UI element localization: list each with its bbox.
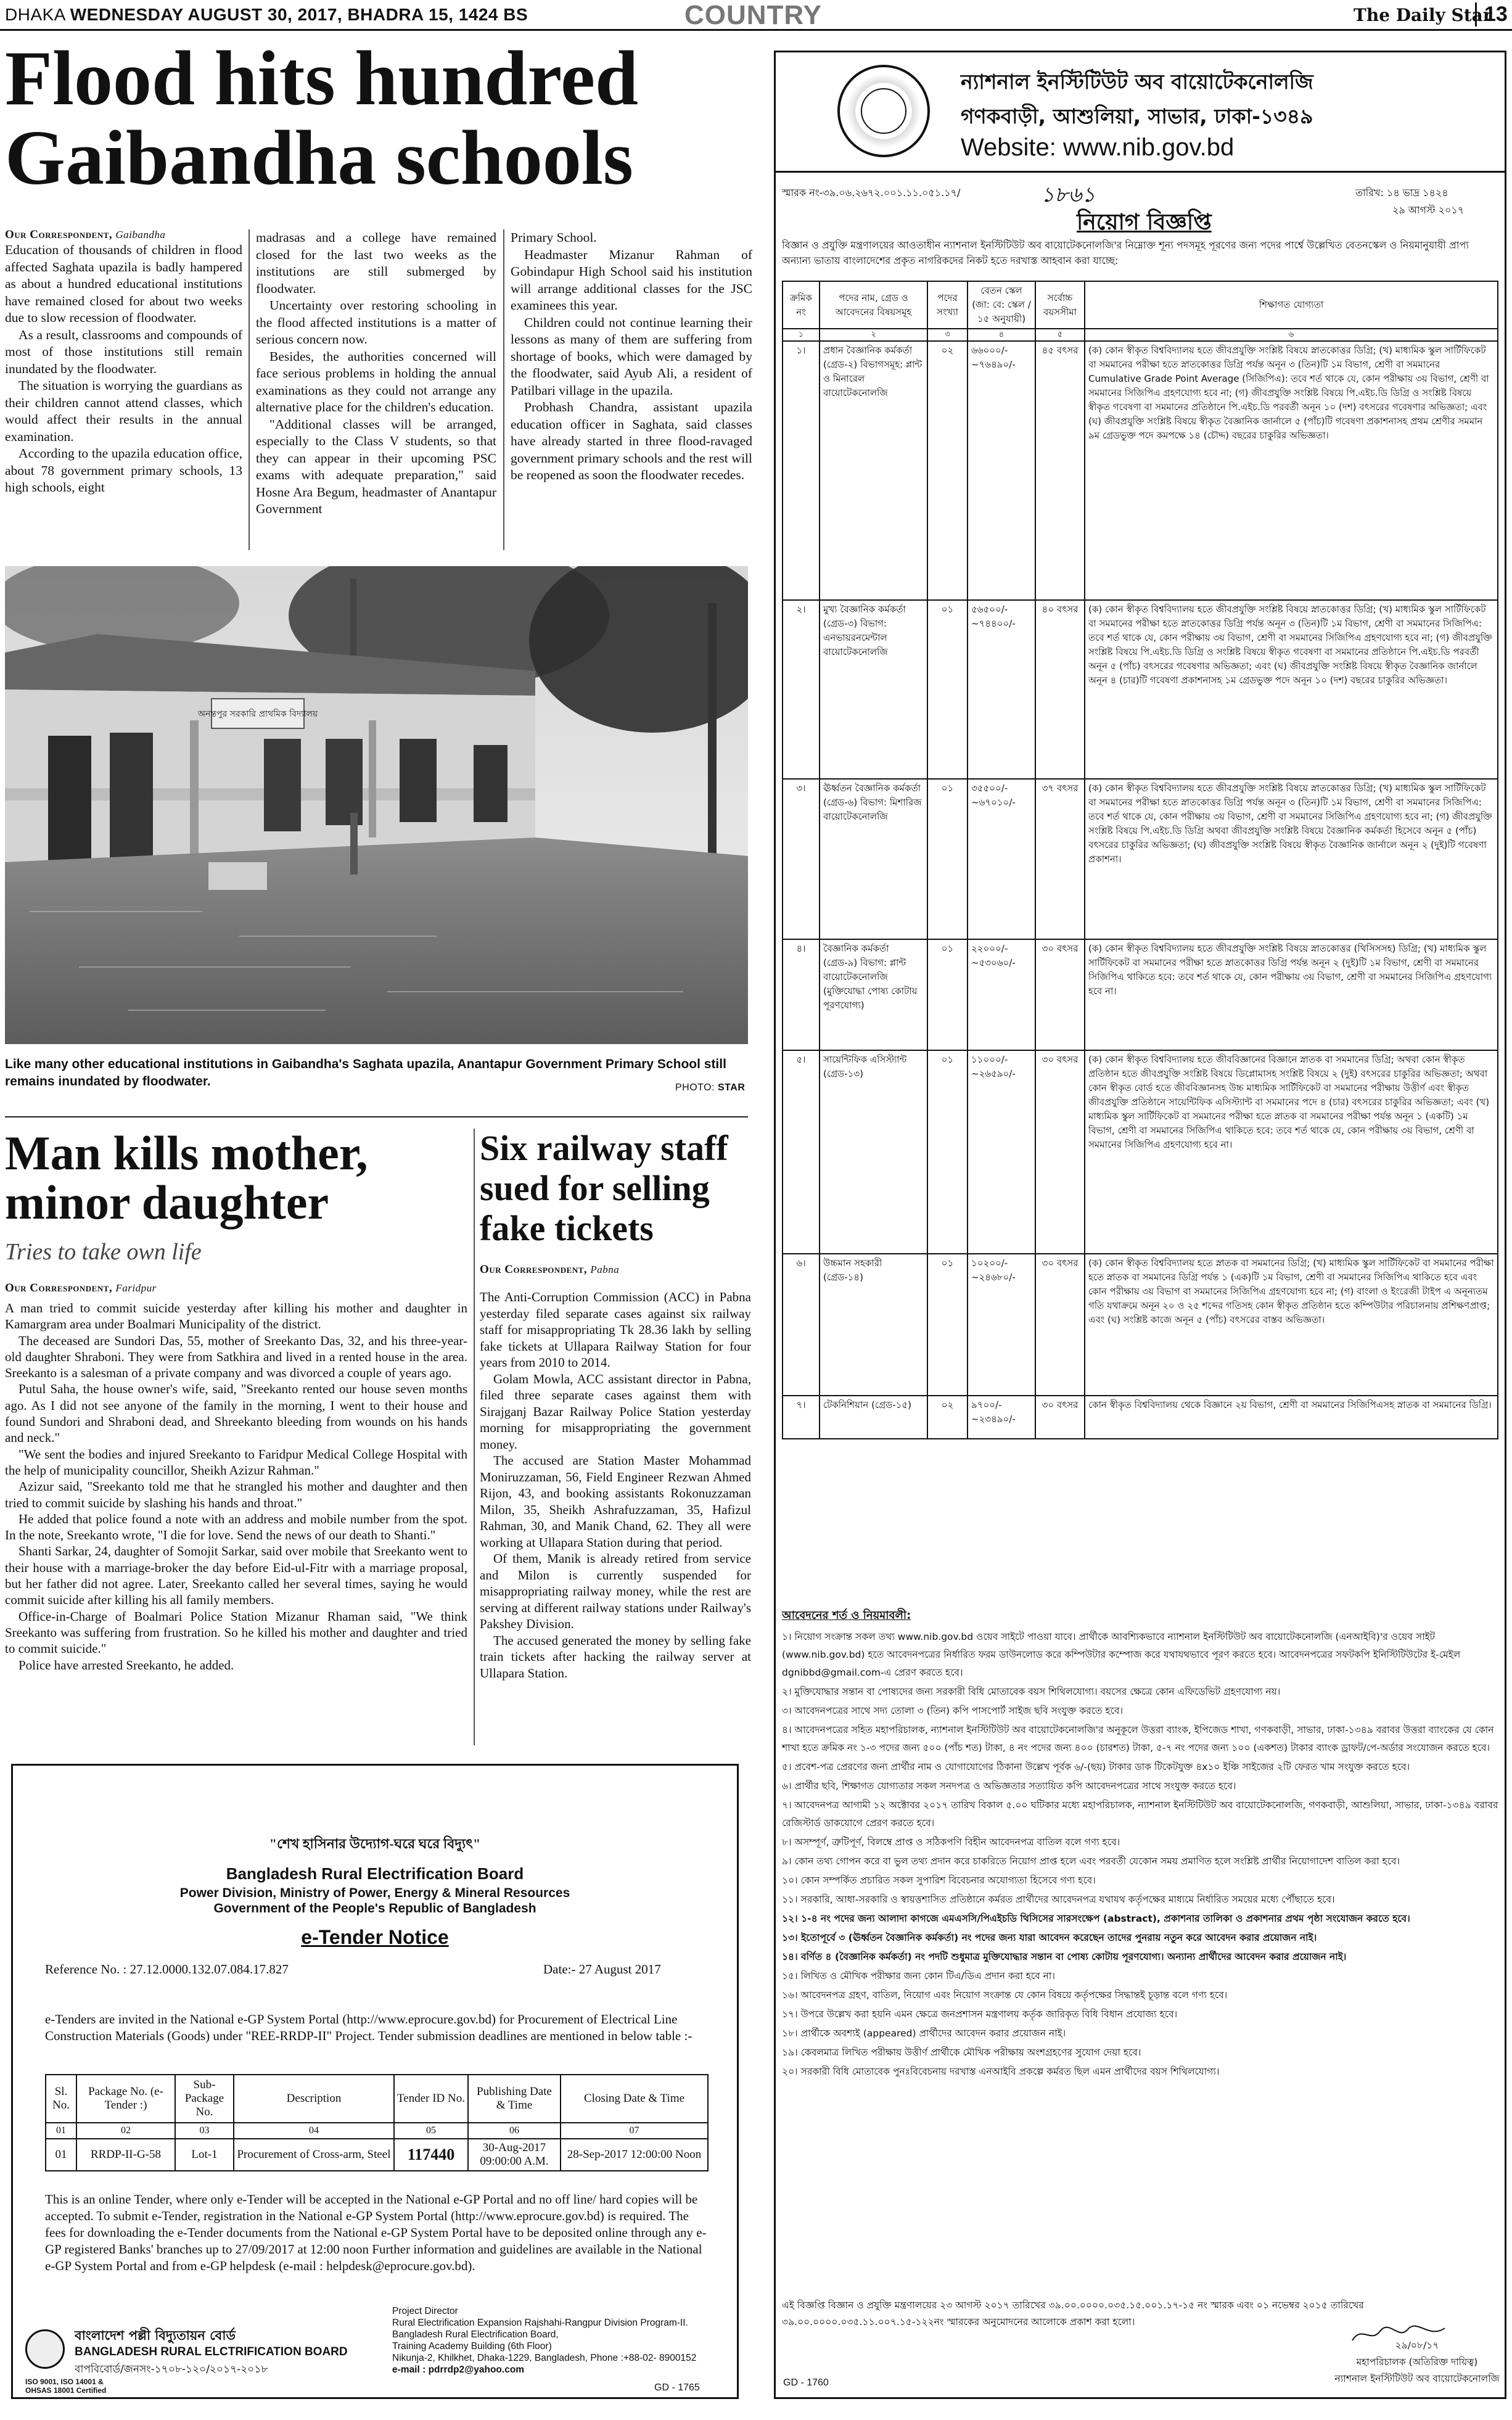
cell-count: ০১ (927, 939, 968, 1050)
cell-count: ০২ (927, 341, 968, 600)
paragraph: Of them, Manik is already retired from service and Milon is currently suspended for misappropriating railway money, while the rest are serving at different railway stations under Railway's Pakshey Division. (480, 1551, 751, 1631)
gd-number: GD - 1765 (654, 2382, 700, 2393)
flood-column-2 (256, 229, 496, 518)
column-divider (249, 229, 250, 550)
railway-byline-place: Pabna (590, 1264, 620, 1275)
column-header: বেতন স্কেল (জা: বে: স্কেল /১৫ অনুযায়ী) (968, 281, 1035, 329)
cell-scale: ৬৬০০০/- ~৭৬৪৯০/- (968, 341, 1035, 600)
paragraph: Golam Mowla, ACC assistant director in Pabna, filed three separate cases against them with Sirajganj Bazar Railway Police Station yesterday morning for misappropriating the government money. (480, 1371, 751, 1452)
vacancy-table (782, 281, 1498, 1439)
column-number: ৬ (1085, 329, 1498, 341)
paragraph: Office-in-Charge of Boalmari Police Station Mizanur Rhaman said, "We think Sreekanto was suffering from frustration. So he killed his mother and daughter and tried to commit suicide." (5, 1608, 467, 1657)
murder-headline (5, 1126, 474, 1229)
recruitment-advertisement (774, 51, 1506, 2399)
cell-qualification: (ক) কোন স্বীকৃত বিশ্ববিদ্যালয় হতে জীবপ্রযুক্তি সংশ্লিষ্ট বিষয়ে স্নাতকোত্তর (থিসিসসহ) ডিগ্রি; (খ) মাধ্যমিক স্কুল সার্টিফিকেট বা সমমানের পরীক্ষা হতে স্নাতকোত্তর ডিগ্রি পর্যন্ত অনূন ২ (দুই)টি ১ম বিভাগ, শ্রেণী বা সমমানের সিজিপিএ থাকিতে হবে: তবে শর্ত থাকে যে, কোন পরীক্ষায় ৩য় বিভাগ, শ্রেণী বা সমমানের সিজিপিএ গ্রহণযোগ্য হবে না। (1085, 939, 1498, 1050)
condition-item: ৩। আবেদনপত্রের সাথে সদ্য তোলা ৩ (তিন) কপি পাসপোর্ট সাইজ ছবি সংযুক্ত করতে হবে। (782, 1705, 1124, 1716)
paragraph: The accused generated the money by selling fake train tickets after hacking the railway server at Ullapara Station. (480, 1632, 751, 1681)
table-row (783, 1254, 1498, 1396)
notice-date-english: ২৯ আগস্ট ২০১৭ (1392, 204, 1465, 216)
column-header: Publishing Date & Time (468, 2075, 561, 2123)
seal-inner-ring-icon (861, 88, 906, 134)
table-row (783, 341, 1498, 600)
condition-item: ১৬। আবেদনপত্র গ্রহণ, বাতিল, নিয়োগ এবং নিয়োগ সংক্রান্ত যে কোন বিষয়ে কর্তৃপক্ষের সিদ্ধান্তই চূড়ান্ত বলে গণ্য হবে। (782, 1990, 1228, 2001)
paragraph: "We sent the bodies and injured Sreekanto to Faridpur Medical College Hospital with the help of municipality councillor, Sheikh Azizur Rahman." (5, 1446, 467, 1478)
cell-qualification: কোন স্বীকৃত বিশ্ববিদ্যালয় থেকে বিজ্ঞানে ২য় বিভাগ, শ্রেণী বা সমমানের সিজিপিএসহ স্নাতক বা সমমানের ডিগ্রি। (1085, 1396, 1498, 1439)
project-director-block (392, 2305, 696, 2376)
condition-item: ১৪। বর্ণিত ৪ (বৈজ্ঞানিক কর্মকর্তা) নং পদটি শুধুমাত্র মুক্তিযোদ্ধার সন্তান বা পোষ্য কোটায় পূরণযোগ্য। অন্যান্য প্রার্থীদের আবেদন করার প্রয়োজন নাই। (782, 1951, 1347, 1962)
photo-credit (675, 1082, 745, 1093)
column-number-row (783, 329, 1498, 341)
railway-headline-line-3: fake tickets (480, 1208, 654, 1248)
column-number: ৩ (927, 329, 968, 341)
section-divider (5, 1116, 748, 1117)
school-sign-text: অনন্তপুর সরকারি প্রাথমিক বিদ্যালয় (197, 709, 318, 719)
paragraph: Besides, the authorities concerned will face serious problems in holding the annual examinations as they could not arrange any alternative place for the children's education. (256, 348, 496, 414)
cell-scale: ১০২০০/- ~২৪৬৮০/- (968, 1254, 1035, 1396)
flooded-school-illustration (5, 566, 748, 1044)
iso-certification: ISO 9001, ISO 14001 & OHSAS 18001 Certified (25, 2377, 107, 2395)
flood-column-3 (511, 229, 752, 484)
cell-sl: ১। (783, 341, 820, 600)
cell-publishing: 30-Aug-2017 09:00:00 A.M. (468, 2139, 561, 2171)
cell-post: টেকনিশিয়ান (গ্রেড-১৫) (820, 1396, 927, 1439)
cell-count: ০১ (927, 1254, 968, 1396)
recruitment-notice-title: নিয়োগ বিজ্ঞপ্তি (1077, 210, 1212, 235)
table-row (783, 939, 1498, 1050)
memo-reference: স্মারক নং-৩৯.০৬.২৬৭২.০০১.১১.০৫১.১৭/ (782, 187, 961, 199)
board-name-bangla: বাংলাদেশ পল্লী বিদ্যুতায়ন বোর্ড (75, 2328, 236, 2343)
condition-item: ৫। প্রবেশ-পত্র প্রেরণের জন্য প্রার্থীর নাম ও যোগাযোগের ঠিকানা উল্লেখ পূর্বক ৬/-(ছয়) টাকার ডাক টিকেটযুক্ত ৪x১০ ইঞ্চি সাইজের ২টি ফেরত খাম সংযুক্ত করতে হবে। (782, 1761, 1410, 1772)
column-divider (474, 1129, 475, 1745)
murder-headline-line-1: Man kills mother, (5, 1126, 368, 1180)
institute-website: Website: www.nib.gov.bd (961, 134, 1235, 161)
column-header: Sub-Package No. (175, 2075, 234, 2123)
conditions-title: আবেদনের শর্ত ও নিয়মাবলী: (782, 1609, 911, 1622)
cell-sl: ৭। (783, 1396, 820, 1439)
cell-description: Procurement of Cross-arm, Steel (234, 2139, 394, 2171)
flood-column-1 (5, 242, 242, 496)
cell-post: উচ্চমান সহকারী (গ্রেড-১৪) (820, 1254, 927, 1396)
column-header: শিক্ষাগত যোগ্যতা (1085, 281, 1498, 329)
cell-post: ঊর্ধ্বতন বৈজ্ঞানিক কর্মকর্তা (গ্রেড-৬) বিভাগ: মিশারিজ বায়োটেকনোলজি (820, 779, 927, 939)
photo-caption: Like many other educational institutions in Gaibandha's Saghata upazila, Anantapur Government Primary School still remains inundated by floodwater. (5, 1057, 726, 1089)
paragraph: Probhash Chandra, assistant upazila education officer in Saghata, said classes have already started in three flood-ravaged government primary schools and the rest will be reopened as soon the floodwater recedes. (511, 400, 752, 482)
cell-post: প্রধান বৈজ্ঞানিক কর্মকর্তা (গ্রেড-২) বিভাগসমূহ: প্লান্ট ও মিনারেল বায়োটেকনোলজি (820, 341, 927, 600)
tender-title: e-Tender Notice (301, 1926, 449, 1948)
flooded-school-photo (5, 566, 748, 1044)
cell-sub-package: Lot-1 (175, 2139, 234, 2171)
table-row (783, 779, 1498, 939)
column-header: পদের নাম, গ্রেড ও আবেদনের বিষয়সমূহ (820, 281, 927, 329)
murder-byline-author: Our Correspondent, (5, 1282, 113, 1294)
paragraph: Shanti Sarkar, 24, daughter of Somojit Sarkar, said over mobile that Sreekanto went to their house with a marriage-broker the day before Eid-ul-Fitr with a marriage proposal, but her father did not agree. Later, Sreekanto called her several times, saying he would commit suicide after killing his all family members. (5, 1544, 467, 1608)
cell-post: সায়েন্টিফিক এসিস্ট্যান্ট (গ্রেড-১৩) (820, 1050, 927, 1254)
condition-item: ১৭। উপরে উল্লেখ করা হয়নি এমন ক্ষেত্রে জনপ্রশাসন মন্ত্রণালয় কর্তৃক জারিকৃত বিধি বিধান প্রযোজ্য হবে। (782, 2009, 1178, 2020)
column-number: 07 (561, 2123, 708, 2139)
cell-sl: ৬। (783, 1254, 820, 1396)
cell-post: বৈজ্ঞানিক কর্মকর্তা (গ্রেড-৯) বিভাগ: প্লান্ট বায়োটেকনোলজি (মুক্তিযোদ্ধা পোষ্য কোটায় পূরণযোগ্য) (820, 939, 927, 1050)
column-header: ক্রমিক নং (783, 281, 820, 329)
cell-age: ৩০ বৎসর (1035, 1396, 1085, 1439)
murder-byline (5, 1282, 157, 1295)
flood-byline-author: Our Correspondent, (5, 228, 113, 241)
paragraph: Headmaster Mizanur Rahman of Gobindapur High School said his institution will arrange additional classes for the JSC examinees this year. (511, 247, 752, 313)
institute-name: ন্যাশনাল ইনস্টিটিউট অব বায়োটেকনোলজি (961, 70, 1313, 94)
column-number: 01 (46, 2123, 76, 2139)
signatory-block (1334, 2337, 1500, 2387)
paragraph: Education of thousands of children in flood affected Saghata upazila is badly hampered as about a hundred educational institutions have remained closed for about two weeks due to slow recession of floodwater. (5, 242, 242, 325)
murder-headline-line-2: minor daughter (5, 1175, 329, 1229)
cell-qualification: (ক) কোন স্বীকৃত বিশ্ববিদ্যালয় হতে জীবপ্রযুক্তি সংশ্লিষ্ট বিষয়ে স্নাতকোত্তর ডিগ্রি; (খ) মাধ্যমিক স্কুল সার্টিফিকেট বা সমমানের পরীক্ষা হতে স্নাতকোত্তর ডিগ্রি পর্যন্ত অনূন ৩ (তিন)টি ১ম বিভাগ, শ্রেণী বা সমমানের সিজিপিএ: তবে শর্ত থাকে যে, কোন পরীক্ষায় ৩য় বিভাগ, শ্রেণী বা সমমানের সিজিপিএ গ্রহণযোগ্য হবে না; (গ) জীবপ্রযুক্তি সংশ্লিষ্ট বিষয়ে পি.এইচ.ডি ডিগ্রি অথবা জীবপ্রযুক্তি সংশ্লিষ্ট বিষয়ে বৈজ্ঞানিক কর্মকর্তা হিসেবে অনূন ৫ (পাঁচ) বৎসরের চাকুরির অভিজ্ঞতা; (ঘ) জীবপ্রযুক্তি সংশ্লিষ্ট বিষয়ে স্বীকৃত বৈজ্ঞানিক জার্নালে অনূন ২ (দুই)টি গবেষণা প্রকাশনা। (1085, 779, 1498, 939)
condition-item: ৮। অসম্পূর্ণ, ত্রুটিপূর্ণ, বিলম্বে প্রাপ্ত ও সঠিকপণি বিহীন আবেদনপত্র বাতিল বলে গণ্য হবে। (782, 1837, 1120, 1848)
table-header-row (783, 281, 1498, 329)
cell-age: ৩০ বৎসর (1035, 939, 1085, 1050)
column-divider (503, 229, 504, 550)
e-tender-advertisement (11, 1764, 739, 2399)
flood-headline-line-1: Flood hits hundred (5, 36, 639, 121)
cell-count: ০১ (927, 1050, 968, 1254)
column-number: 03 (175, 2123, 234, 2139)
paragraph: He added that police found a note with an address and mobile number from the spot. In the note, Sreekanto wrote, "I die for love. Send the news of our death to Shanti." (5, 1511, 467, 1543)
signatory-institute: ন্যাশনাল ইনস্টিটিউট অব বায়োটেকনোলজি (1334, 2373, 1500, 2384)
newspaper-masthead: The Daily Star (1354, 5, 1492, 25)
conditions-list (782, 1628, 1500, 2082)
cell-sl: 01 (46, 2139, 76, 2171)
cell-age: ৪৫ বৎসর (1035, 341, 1085, 600)
column-header: Sl. No. (46, 2075, 76, 2123)
condition-item: ৪। আবেদনপত্রের সহিত মহাপরিচালক, ন্যাশনাল ইনস্টিটিউট অব বায়োটেকনোলজি'র অনুকূলে উত্তরা ব্যাংক, ইপিজেড শাখা, গণকবাড়ী, সাভার, ঢাকা-১৩৪৯ বরাবর উত্তরা ব্যাংকের যে কোন শাখা হতে ক্রমিক নং ১-৩ পদের জন্য ৫০০ (পাঁচ শত) টাকা, ৪ নং পদের জন্য ৪০০ (চারশত) টাকা, ৫-৭ নং পদের জন্য ১০০ (একশত) টাকার ব্যাংক ড্রাফট/পে-অর্ডার সংযোজন করতে হবে। (782, 1724, 1494, 1753)
paragraph: Police have arrested Sreekanto, he added. (18, 1657, 234, 1673)
dateline (5, 5, 528, 25)
column-number: 04 (234, 2123, 394, 2139)
tender-organization-sub (13, 1885, 737, 1916)
cell-qualification: (ক) কোন স্বীকৃত বিশ্ববিদ্যালয় হতে জীববিজ্ঞানের বিজ্ঞানে স্নাতক বা সমমানের ডিগ্রি; অথবা কোন স্বীকৃত প্রতিষ্ঠান হতে জীবপ্রযুক্তি সংশ্লিষ্ট বিষয়ে ডিপ্লোমাসহ সংশ্লিষ্ট বিষয়ে ২ (দুই) বৎসরের চাকুরির অভিজ্ঞতা; অথবা কোন স্বীকৃত বোর্ড হতে জীববিজ্ঞানসহ উচ্চ মাধ্যমিক সার্টিফিকেট বা সমমানের পরীক্ষায় উত্তীর্ণ এবং স্বীকৃত জীবপ্রযুক্তি প্রতিষ্ঠানে সায়েন্টিফিক এসিস্ট্যান্ট বা সমমানের পদে ৪ (চার) বৎসরের চাকুরির অভিজ্ঞতা; এবং (খ) মাধ্যমিক স্কুল সার্টিফিকেট বা সমমানের পরীক্ষা হতে স্নাতক বা সমমানের পরীক্ষা পর্যন্ত অনূন ১ (একটি) ১ম বিভাগ, শ্রেণী বা সমমানের সিজিপিএ থাকিতে হবে: তবে শর্ত থাকে যে, কোন পরীক্ষায় ৩য় বিভাগ, শ্রেণী বা সমমানের সিজিপিএ গ্রহণযোগ্য হবে না। (1085, 1050, 1498, 1254)
paragraph: According to the upazila education office, about 78 government primary schools, 13 high schools, eight (5, 446, 242, 495)
column-number-row (46, 2123, 708, 2139)
flood-headline (5, 36, 763, 201)
tender-organization: Bangladesh Rural Electrification Board (226, 1864, 524, 1883)
tender-ministry: Power Division, Ministry of Power, Energy & Mineral Resources (179, 1886, 570, 1900)
railway-headline-line-2: sued for selling (480, 1167, 710, 1208)
cell-age: ৩০ বৎসর (1035, 1254, 1085, 1396)
railway-byline (480, 1263, 619, 1277)
paragraph: As a result, classrooms and compounds of most of those institutions still remain inundated by the floodwater. (5, 327, 242, 376)
column-number: ৪ (968, 329, 1035, 341)
railway-body (480, 1289, 751, 1681)
paragraph: Putul Saha, the house owner's wife, said, "Sreekanto rented our house seven months ago. As I did not see anyone of the family in the morning, I went to their house and found Sundori and Shraboni dead, and Shreekanto bleeding from wounds on his hands and neck." (5, 1381, 467, 1446)
section-label: COUNTRY (684, 0, 822, 30)
tender-date: Date:- 27 August 2017 (543, 1962, 661, 1977)
director-line: Nikunja-2, Khilkhet, Dhaka-1229, Bangladesh, Phone :+88-02- 8900152 (392, 2353, 697, 2363)
cell-sl: ৩। (783, 779, 820, 939)
paragraph: The Anti-Corruption Commission (ACC) in Pabna yesterday filed separate cases against six railway staff for misappropriating Tk 28.36 lakh by selling fake tickets at Ullapara Railway Station for four years from 2010 to 2014. (480, 1290, 751, 1370)
railway-byline-author: Our Correspondent, (480, 1263, 588, 1276)
table-row (46, 2139, 708, 2171)
memo-handwritten-number: ১৮৬১ (1041, 184, 1096, 207)
cell-qualification: (ক) কোন স্বীকৃত বিশ্ববিদ্যালয় হতে জীবপ্রযুক্তি সংশ্লিষ্ট বিষয়ে স্নাতকোত্তর ডিগ্রি; (খ) মাধ্যমিক স্কুল সার্টিফিকেট বা সমমানের পরীক্ষা হতে স্নাতকোত্তর ডিগ্রি পর্যন্ত অনূন ৩ (তিন)টি ১ম বিভাগ, শ্রেণী বা সমমানের সিজিপিএ: তবে শর্ত থাকে যে, কোন পরীক্ষায় ৩য় বিভাগ, শ্রেণী বা সমমানের সিজিপিএ গ্রহণযোগ্য হবে না; (গ) জীবপ্রযুক্তি সংশ্লিষ্ট বিষয়ে পি.এইচ.ডি ডিগ্রি ও সংশ্লিষ্ট বিষয়ে স্বীকৃত গবেষণা বা সমমানের প্রতিষ্ঠানে পি.এইচ.ডি পরবর্তী অনূন ৫ (পাঁচ) বৎসরের গবেষণার অভিজ্ঞতা; এবং (ঘ) জীবপ্রযুক্তি সংশ্লিষ্ট বিষয়ে স্বীকৃত বৈজ্ঞানিক জার্নালে অনূন ৪ (চার)টি গবেষণা প্রকাশনাসহ ১ম গ্রেডভুক্ত পদে অনূন ১০ (দশ) বছরের চাকুরির অভিজ্ঞতা। (1085, 600, 1498, 779)
table-row (783, 1396, 1498, 1439)
recruitment-header (776, 52, 1505, 173)
column-number: ৫ (1035, 329, 1085, 341)
tender-table (45, 2074, 709, 2171)
paragraph: Uncertainty over restoring schooling in the flood affected institutions is a matter of serious concern now. (256, 298, 496, 347)
photo-credit-label: PHOTO: (675, 1082, 715, 1093)
dateline-city: DHAKA (5, 5, 65, 24)
page-header (0, 0, 1512, 31)
cell-scale: ৫৬৫০০/- ~৭৪৪০০/- (968, 600, 1035, 779)
paragraph: "Additional classes will be arranged, especially to the Class V students, so that they can appear in their upcoming PSC exams with adequate preparation," said Hosne Ara Begum, headmaster of Anantapur Government (256, 416, 496, 516)
table-row (783, 1050, 1498, 1254)
paragraph: The situation is worrying the guardians as their children cannot attend classes, which would affect their results in the annual examination. (5, 378, 242, 444)
murder-body (5, 1300, 467, 1673)
column-number: ২ (820, 329, 927, 341)
approval-note: এই বিজ্ঞপ্তি বিজ্ঞান ও প্রযুক্তি মন্ত্রণালয়ের ২৩ আগস্ট ২০১৭ তারিখের ৩৯.০০.০০০০.০৩৫.১৫.০০১.১৭-১৫ নং স্মারক এবং ০১ নভেম্বর ২০১৫ তারিখের ৩৯.০০.০০০০.০৩৫.১১.০০৭.১৫-১২২নং স্মারকের অনুমোদনের আলোকে প্রকাশ করা হলো। (782, 2300, 1364, 2327)
column-header: পদের সংখ্যা (927, 281, 968, 329)
gd-number: GD - 1760 (783, 2377, 829, 2388)
condition-item: ২। মুক্তিযোদ্ধার সন্তান বা পোষ্যদের জন্য সরকারী বিধি মোতাবেক বয়স শিথিলযোগ্য। বয়সের ক্ষেত্রে কোন এফিডেভিট গ্রহণযোগ্য নয়। (782, 1686, 1281, 1697)
condition-item: ১৩। ইতোপূর্বে ৩ (ঊর্ধ্বতন বৈজ্ঞানিক কর্মকর্তা) নং পদের জন্য যারা আবেদন করেছেন তাদের পুনরায় নতুন করে আবেদন করার প্রয়োজন নাই। (782, 1932, 1317, 1943)
flood-byline-place: Gaibandha (115, 229, 166, 241)
flood-headline-line-2: Gaibandha schools (5, 115, 633, 201)
director-line: Bangladesh Rural Electrification Board, (392, 2329, 559, 2340)
cell-scale: ৯৭০০/- ~২৩৪৯০/- (968, 1396, 1035, 1439)
condition-item: ৭। আবেদনপত্র আগামী ১২ অক্টোবর ২০১৭ তারিখ বিকাল ৫.০০ ঘটিকার মধ্যে মহাপরিচালক, ন্যাশনাল ইনস্টিটিউট অব বায়োটেকনোলজি, গণকবাড়ী, আশুলিয়া, সাভার, ঢাকা-১৩৪৯ বরাবর রেজিস্টার্ড ডাকযোগে প্রেরণ করতে হবে। (782, 1800, 1498, 1829)
tender-reference: Reference No. : 27.12.0000.132.07.084.17.827 (45, 1962, 289, 1977)
director-line: Rural Electrification Expansion Rajshahi-Rangpur Division Program-II. (392, 2318, 688, 2328)
railway-headline-line-1: Six railway staff (480, 1128, 728, 1168)
cell-sl: ৫। (783, 1050, 820, 1254)
tender-government: Government of the People's Republic of Bangladesh (213, 1901, 536, 1916)
paragraph: The deceased are Sundori Das, 55, mother of Sreekanto Das, 32, and his three-year-old daughter Shraboni. They were from Satkhira and lived in a rented house in the area. Sreekanto is a salesman of a private company and was divorced a couple of years ago. (5, 1333, 467, 1381)
cell-sl: ৪। (783, 939, 820, 1050)
cell-count: ০২ (927, 1396, 968, 1439)
condition-item: ১০। কোন সম্পর্কিত প্রচারিত সকল সুপারিশ বিবেচনার অযোগ্যতা হিসেবে গণ্য হবে। (782, 1875, 1096, 1886)
column-number: 05 (394, 2123, 468, 2139)
column-header: Package No. (e-Tender :) (76, 2075, 175, 2123)
condition-item: ১১। সরকারি, আধা-সরকারি ও স্বায়ত্তশাসিত প্রতিষ্ঠানে কর্মরত প্রার্থীদের আবেদনপত্র যথাযথ কর্তৃপক্ষের মাধ্যমে নির্ধারিত সময়ের মধ্যে পৌঁছাতে হবে। (782, 1894, 1335, 1905)
condition-item: ১২। ১-৪ নং পদের জন্য আলাদা কাগজে এমএসসি/পিএইচডি থিসিসের সারসংক্ষেপ (abstract), প্রকাশনার তালিকা ও প্রকাশনার প্রথম পৃষ্ঠা সংযোজন করতে হবে। (782, 1913, 1410, 1924)
paragraph: Children could not continue learning their lessons as many of them are suffering from shortage of books, which were damaged by the floodwater, said Ayub Ali, a resident of Patilbari village in the upazila. (511, 315, 752, 398)
paragraph: madrasas and a college have remained closed for the last two weeks as the institutions are still submerged by floodwater. (256, 230, 496, 296)
paragraph: A man tried to commit suicide yesterday after killing his mother and daughter in Kamargram area under Boalmari Municipality of the district. (5, 1301, 467, 1332)
cell-tender-id: 117440 (394, 2139, 468, 2171)
column-header: Description (234, 2075, 394, 2123)
board-reference: বাপবিবোর্ড/জনসং-১৭০৮-১২০/২০১৭-২০১৮ (75, 2363, 268, 2376)
signatory-title: মহাপরিচালক (অতিরিক্ত দায়িত্ব) (1356, 2356, 1478, 2368)
cell-sl: ২। (783, 600, 820, 779)
cell-post: মুখ্য বৈজ্ঞানিক কর্মকর্তা (গ্রেড-৩) বিভাগ: এনভায়রনমেন্টাল বায়োটেকনোলজি (820, 600, 927, 779)
tender-intro: e-Tenders are invited in the National e-GP System Portal (http://www.eprocure.gov.bd) for Procurement of Electrical Line Construction Materials (Goods) under "REE-RRDP-II" Project. Tender submission deadlines are mentioned in below table :- (45, 2012, 692, 2043)
murder-byline-place: Faridpur (115, 1282, 157, 1294)
photo-credit-source: STAR (718, 1082, 746, 1093)
director-line: Project Director (392, 2306, 458, 2316)
condition-item: ৬। প্রার্থীর ছবি, শিক্ষাগত যোগ্যতার সকল সনদপত্র ও অভিজ্ঞতার সত্যায়িত কপি আবেদনপত্রের সাথে সংযুক্ত করতে হবে। (782, 1780, 1236, 1792)
condition-item: ১৫। লিখিত ও মৌখিক পরীক্ষার জন্য কোন টিএ/ডিএ প্রদান করা হবে না। (782, 1970, 1055, 1982)
condition-item: ১। নিয়োগ সংক্রান্ত সকল তথ্য www.nib.gov.bd ওয়েব সাইটে পাওয়া যাবে। প্রার্থীকে আবশ্যিকভাবে ন্যাশনাল ইনস্টিটিউট অব বায়োটেকনোলজি (এনআইবি)'র ওয়েব সাইট (www.nib.gov.bd) হতে আবেদনপত্রের নির্ধারিত ফরম ডাউনলোড করে কম্পিউটার কম্পোজ করে যথাযথভাবে পূরণ করতে হবে। আবেদনপত্রের সফটকপি ইনিস্টিটিউটের ই-মেইল dgnibbd@gmail.com-এ প্রেরণ করতে হবে। (782, 1631, 1461, 1678)
tender-online-note: This is an online Tender, where only e-Tender will be accepted in the National e-GP Portal and no off line/ hard copies will be accepted. To submit e-Tender, registration in the National e-GP System Portal (http://www.eprocure.gov.bd) is required. The fees for downloading the e-Tender documents from the National e-GP System Portal have to be deposited online through any e-GP registered Banks' branches up to 27/09/2017 at 12:00 noon Further information and guidelines are available in the National e-GP System Portal and from e-GP helpdesk (e-mail : helpdesk@eprocure.gov.bd). (45, 2192, 707, 2273)
cell-scale: ৩৫৫০০/- ~৬৭০১০/- (968, 779, 1035, 939)
page-number: 13 (1475, 2, 1508, 27)
table-row (783, 600, 1498, 779)
cell-count: ০১ (927, 779, 968, 939)
board-name-english: BANGLADESH RURAL ELCTRIFICATION BOARD (75, 2345, 348, 2358)
condition-item: ১৮। প্রার্থীকে অবশ্যই (appeared) প্রার্থীদের আবেদন করার প্রয়োজন নাই। (782, 2028, 1066, 2039)
notice-date-bangla: তারিখ: ১৪ ভাদ্র ১৪২৪ (1355, 187, 1448, 199)
cell-qualification: (ক) কোন স্বীকৃত বিশ্ববিদ্যালয় হতে জীবপ্রযুক্তি সংশ্লিষ্ট বিষয়ে স্নাতকোত্তর ডিগ্রি; (খ) মাধ্যমিক স্কুল সার্টিফিকেট বা সমমানের পরীক্ষা হতে স্নাতকোত্তর ডিগ্রি পর্যন্ত অনূন ৩ (তিন)টি ১ম বিভাগ, শ্রেণী বা সমমানের Cumulative Grade Point Average (সিজিপিএ): তবে শর্ত থাকে যে, কোন পরীক্ষায় ৩য় বিভাগ, শ্রেণী বা সমমানের সিজিপিএ গ্রহণযোগ্য হবে না; (গ) জীবপ্রযুক্তি সংশ্লিষ্ট বিষয়ে পি.এইচ.ডি ডিগ্রি ও সংশ্লিষ্ট বিষয়ে স্বীকৃত গবেষণা বা সমমানের প্রতিষ্ঠানে পি.এইচ.ডি পরবর্তী অনূন ১০ (দশ) বৎসরের গবেষণার অভিজ্ঞতা; এবং (ঘ) জীবপ্রযুক্তি সংশ্লিষ্ট বিষয়ে স্বীকৃত বৈজ্ঞানিক জার্নালে ৫ (পাঁচ)টি গবেষণা প্রকাশনাসহ প্রথম শ্রেণীর সমমান ৯ম গ্রেডভুক্ত পদে কমপক্ষে ১৪ (চৌদ্দ) বছরের চাকুরির অভিজ্ঞতা। (1085, 341, 1498, 600)
cell-count: ০১ (927, 600, 968, 779)
director-email: e-mail : pdrrdp2@yahoo.com (392, 2364, 525, 2375)
condition-item: ৯। কোন তথ্য গোপন করে বা ভুল তথ্য প্রদান করে চাকরিতে নিয়োগ প্রাপ্ত হলে এবং পরবর্তী যেকোন সময় প্রমাণিত হলে সংশ্লিষ্ট প্রার্থীর নিয়োগাদেশ বাতিল করা হবে। (782, 1856, 1400, 1867)
column-number: 06 (468, 2123, 561, 2139)
paragraph: The accused are Station Master Mohammad Moniruzzaman, 56, Field Engineer Rezwan Ahmed Rijon, 43, and booking assistants Rokonuzzaman Milon, 35, Sheikh Ashrafuzzaman, 35, Hafizul Rahman, 30, and Manik Chand, 62. They all were working at Ullapara Station during that period. (480, 1453, 751, 1550)
railway-headline (480, 1129, 751, 1249)
cell-scale: ২২০০০/- ~৫৩০৬০/- (968, 939, 1035, 1050)
column-header: Closing Date & Time (561, 2075, 708, 2123)
paragraph: Azizur said, "Sreekanto told me that he strangled his mother and daughter and then tried to commit suicide by slashing his hands and throat." (5, 1479, 467, 1510)
cell-age: ৩০ বৎসর (1035, 1050, 1085, 1254)
paragraph: Primary School. (511, 230, 597, 245)
table-header-row (46, 2075, 708, 2123)
cell-scale: ১১০০০/- ~২৬৫৯০/- (968, 1050, 1035, 1254)
institute-address: গণকবাড়ী, আশুলিয়া, সাভার, ঢাকা-১৩৪৯ (961, 104, 1313, 128)
condition-item: ১৯। কেবলমাত্র লিখিত পরীক্ষায় উত্তীর্ণ প্রার্থীকে মৌখিক পরীক্ষায় অংশগ্রহণের সুযোগ দেয়া হবে। (782, 2047, 1141, 2058)
flood-byline (5, 228, 165, 242)
condition-item: ২০। সরকারী বিধি মোতাবেক পুনঃবিবেচনায় দরখাস্ত এনআইবি প্রকল্পে কর্মরত ছিল এমন প্রার্থীদের বয়স শিথিলযোগ্য। (782, 2066, 1220, 2077)
tender-slogan: "শেখ হাসিনার উদ্যোগ-ঘরে ঘরে বিদ্যুৎ" (269, 1836, 481, 1851)
cell-package: RRDP-II-G-58 (76, 2139, 175, 2171)
murder-subhead: Tries to take own life (5, 1239, 202, 1265)
column-header: সর্বোচ্চ বয়সসীমা (1035, 281, 1085, 329)
cell-closing: 28-Sep-2017 12:00:00 Noon (561, 2139, 708, 2171)
director-line: Training Academy Building (6th Floor) (392, 2341, 552, 2352)
cell-qualification: (ক) কোন স্বীকৃত বিশ্ববিদ্যালয় হতে স্নাতক বা সমমানের ডিগ্রি; (খ) মাধ্যমিক স্কুল সার্টিফিকেট বা সমমানের পরীক্ষা হতে স্নাতক বা সমমানের ডিগ্রি পর্যন্ত ১ (এক)টি ১ম বিভাগ, শ্রেণী বা সমমানের সিজিপিএ থাকিতে হবে এবং কোন পরীক্ষায় ৩য় বিভাগ বা সমমানের সিজিপিএ গ্রহণযোগ্য হবে না; (গ) বাংলা ও ইংরেজী টাইপ এ অনূন্যতম গতি যথাক্রমে অনূন ২০ ও ২৫ শব্দের গতিসহ কোন স্বীকৃত প্রতিষ্ঠান হতে কম্পিউটার পরিচালনায় প্রশিক্ষণপ্রাপ্ত; এবং (ঘ) সংশ্লিষ্ট কাজে অনূন ৫ (পাঁচ) বৎসরের বাস্তব অভিজ্ঞতা। (1085, 1254, 1498, 1396)
signature-date: ২৯/০৮/১৭ (1395, 2340, 1439, 2351)
dateline-date: WEDNESDAY AUGUST 30, 2017, BHADRA 15, 1424 BS (70, 5, 528, 24)
column-header: Tender ID No. (394, 2075, 468, 2123)
column-number: ১ (783, 329, 820, 341)
recruitment-intro: বিজ্ঞান ও প্রযুক্তি মন্ত্রণালয়ের আওতাধীন ন্যাশনাল ইনস্টিটিউট অব বায়োটেকনোলজি'র নিম্নোক্ত শূন্য পদসমূহ পূরণের জন্য পদের পার্শ্বে উল্লেখিত বেতনস্কেল ও নিয়মানুযায়ী প্রাপ্য অন্যান্য ভাতায় বাংলাদেশের প্রকৃত নাগরিকদের নিকট হতে দরখাস্ত আহবান করা যাচ্ছে: (782, 239, 1469, 266)
breb-logo-icon (25, 2329, 65, 2369)
column-number: 02 (76, 2123, 175, 2139)
cell-age: ৩৭ বৎসর (1035, 779, 1085, 939)
cell-age: ৪০ বৎসর (1035, 600, 1085, 779)
